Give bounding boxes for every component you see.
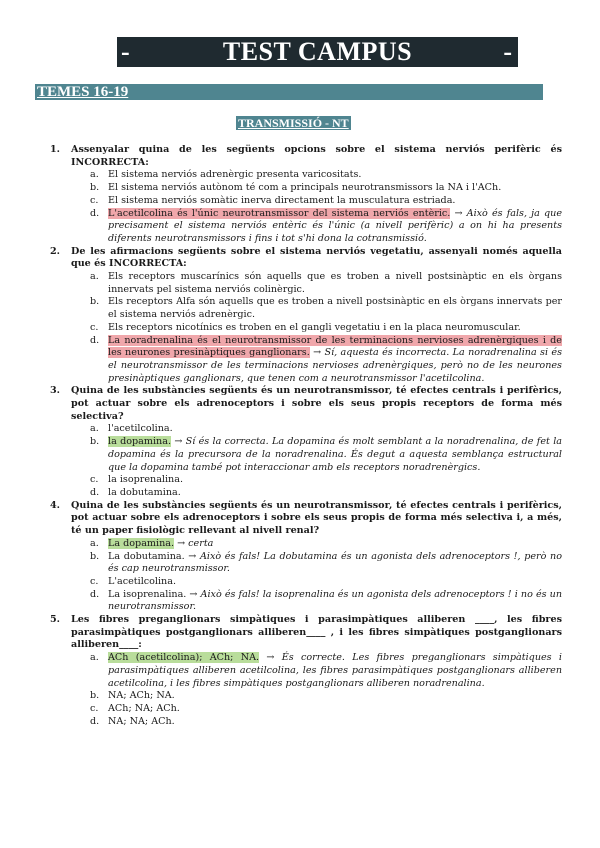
option-text: La dobutamina. <box>108 550 185 562</box>
option-letter: b. <box>90 550 100 562</box>
option-list <box>50 538 562 614</box>
option-letter: d. <box>90 486 100 498</box>
option-letter: a. <box>90 652 99 664</box>
option-list <box>50 271 562 385</box>
question-1 <box>50 144 562 169</box>
answer-option <box>50 195 562 208</box>
option-text: El sistema nerviós autònom té com a principals neurotransmissors la NA i l'ACh. <box>108 182 502 194</box>
option-letter: d. <box>90 588 100 600</box>
option-letter: b. <box>90 296 100 308</box>
option-letter: c. <box>90 575 99 587</box>
option-letter: a. <box>90 169 99 181</box>
question-number: 2. <box>50 245 61 257</box>
option-text: NA; NA; ACh. <box>108 715 175 727</box>
question-text: Assenyalar quina de les següents opcions sobre el sistema nerviós perifèric és INCORRECTA: <box>71 144 562 168</box>
option-text: la isoprenalina. <box>108 474 183 486</box>
answer-option <box>50 487 562 500</box>
question-text: Quina de les substàncies següents és un neurotransmissor, té efectes centrals i perifèrics, pot actuar sobre els adrenoceptors i sobre els seus propis de forma més selectiva i, a més, té un paper fisiològic rellevant al nivell renal? <box>71 499 562 537</box>
question-text: De les afirmacions següents sobre el sistema nerviós vegetatiu, assenyali només aquella que és INCORRECTA: <box>71 245 562 270</box>
answer-option <box>50 716 562 729</box>
answer-option <box>50 423 562 436</box>
option-letter: b. <box>90 690 100 702</box>
question-number: 4. <box>50 499 61 511</box>
question-number: 5. <box>50 614 61 626</box>
correct-answer-text: La dopamina. <box>108 537 175 549</box>
option-text: L'acetilcolina. <box>108 575 177 587</box>
answer-option <box>50 208 562 246</box>
option-text: ACh; NA; ACh. <box>108 702 180 714</box>
answer-option <box>50 296 562 321</box>
option-letter: c. <box>90 702 99 714</box>
answer-option <box>50 576 562 589</box>
option-letter: c. <box>90 321 99 333</box>
answer-option <box>50 322 562 335</box>
option-letter: c. <box>90 194 99 206</box>
option-letter: b. <box>90 436 100 448</box>
page-title: TEST CAMPUS <box>222 37 413 66</box>
incorrect-statement-text: L'acetilcolina és l'únic neurotransmissor del sistema nerviós entèric. <box>108 207 451 219</box>
answer-option <box>50 271 562 296</box>
section-header-bar <box>35 84 543 100</box>
question-text: Quina de les substàncies següents és un neurotransmissor, té efectes centrals i perifèrics, pot actuar sobre els adrenoceptors i sobre els seus propis receptors de forma més selectiva? <box>71 385 562 422</box>
option-letter: d. <box>90 334 100 346</box>
correct-answer-text: ACh (acetilcolina); ACh; NA. <box>108 652 260 664</box>
answer-option <box>50 589 562 614</box>
answer-explanation: → És correcte. Les fibres preganglionars simpàtiques i parasimpàtiques alliberen acetilcolina, les fibres parasimpàtiques postganglionars alliberen acetilcolina, i les fibres simpàtiques postganglionars alliberen noradrenalina. <box>108 652 562 689</box>
option-letter: d. <box>90 207 100 219</box>
option-text: l'acetilcolina. <box>108 423 173 435</box>
question-5 <box>50 614 562 652</box>
question-text: Les fibres preganglionars simpàtiques i parasimpàtiques alliberen ____, les fibres parasimpàtiques postganglionars alliberen____ , i les fibres simpàtiques postganglionars alliberen____: <box>71 614 562 651</box>
answer-option <box>50 335 562 386</box>
option-list <box>50 423 562 499</box>
option-letter: a. <box>90 423 99 435</box>
incorrect-statement-text: La noradrenalina és el neurotransmissor de les terminacions nervioses adrenèrgiques i de les neurones presinàptiques ganglionars. <box>108 334 562 359</box>
question-2 <box>50 246 562 271</box>
answer-explanation: → Això és fals, ja que precisament el sistema nerviós entèric és l'únic (a nivell perifèric) a on hi ha presents diferents neurotransmissors i fins i tot s'hi dona la cotransmissió. <box>108 207 562 244</box>
answer-option <box>50 436 562 474</box>
answer-option <box>50 703 562 716</box>
option-letter: a. <box>90 537 99 549</box>
question-3 <box>50 385 562 423</box>
answer-explanation: → Això és fals! La dobutamina és un agonista dels adrenoceptors !, però no és cap neurotransmissor. <box>108 550 562 575</box>
option-text: la dobutamina. <box>108 486 181 498</box>
answer-option <box>50 182 562 195</box>
banner-dash-right: - <box>503 37 512 66</box>
option-text: NA; ACh; NA. <box>108 690 175 702</box>
question-number: 3. <box>50 385 61 397</box>
option-text: El sistema nerviós somàtic inerva directament la musculatura estriada. <box>108 194 456 206</box>
answer-option <box>50 169 562 182</box>
option-text: Els receptors nicotínics es troben en el gangli vegetatiu i en la placa neuromuscular. <box>108 321 521 333</box>
option-text: Els receptors muscarínics són aquells que es troben a nivell postsinàptic en els òrgans innervats pel sistema nerviós colinèrgic. <box>108 271 562 295</box>
answer-explanation: → Sí, aquesta és incorrecta. La noradrenalina si és el neurotransmissor de les terminacions nervioses adrenèrgiques, però no de les neurones presinàptiques ganglionars, que tenen com a neurotransmissor l'acetilcolina. <box>108 347 562 384</box>
answer-option <box>50 538 562 551</box>
answer-option <box>50 652 562 690</box>
correct-answer-text: la dopamina. <box>108 436 171 448</box>
option-list <box>50 652 562 728</box>
answer-option <box>50 690 562 703</box>
option-letter: c. <box>90 474 99 486</box>
option-letter: d. <box>90 715 100 727</box>
option-text: La isoprenalina. <box>108 588 187 600</box>
option-letter: b. <box>90 182 100 194</box>
banner-dash-left: - <box>121 37 130 66</box>
option-letter: a. <box>90 271 99 283</box>
answer-explanation: → Això és fals! la isoprenalina és un agonista dels adrenoceptors ! i no és un neurotransmissor. <box>108 588 563 613</box>
question-4 <box>50 500 562 538</box>
title-banner <box>117 37 518 67</box>
section-subtitle: TRANSMISSIÓ - NT <box>238 116 349 130</box>
answer-explanation: → certa <box>174 537 214 549</box>
question-number: 1. <box>50 144 61 155</box>
option-text: Els receptors Alfa són aquells que es troben a nivell postsinàptic en els òrgans innervats per el sistema nerviós adrenèrgic. <box>108 296 562 321</box>
answer-explanation: → Sí és la correcta. La dopamina és molt semblant a la noradrenalina, de fet la dopamina és la precursora de la noradrenalina. És degut a aquesta semblança estructural que la dopamina també pot interaccionar amb els receptors noradrenèrgics. <box>108 436 562 473</box>
answer-option <box>50 474 562 487</box>
section-header: TEMES 16-19 <box>37 84 129 100</box>
question-list <box>50 144 562 728</box>
option-list <box>50 169 562 245</box>
answer-option <box>50 551 562 576</box>
option-text: El sistema nerviós adrenèrgic presenta varicositats. <box>108 169 362 181</box>
